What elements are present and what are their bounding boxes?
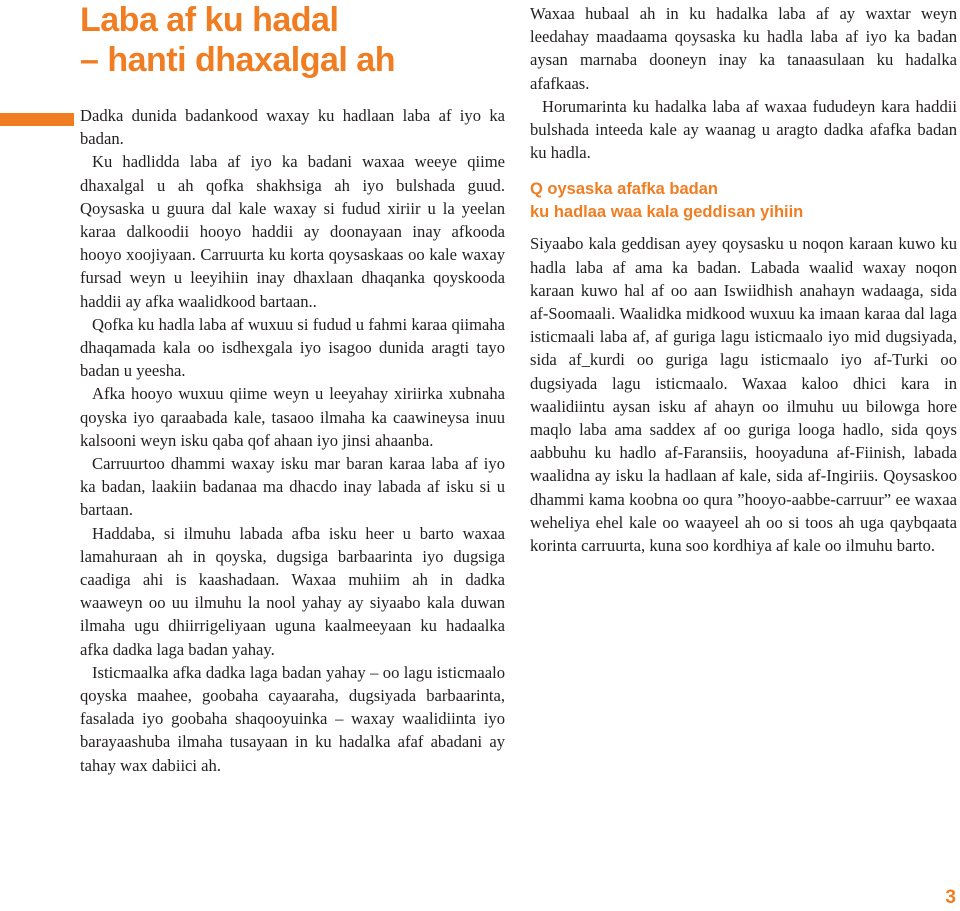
title-line-2: – hanti dhaxalgal ah bbox=[80, 41, 395, 79]
body-paragraph: Isticmaalka afka dadka laga badan yahay – oo lagu isticmaalo qoyska maahee, goobaha cayaaraha, dugsiyada barbaarinta, fasalada iyo goobaha shaqooyuinka – waxay waalidiinta iyo barayaashuba ilmaha tusayaan in ku hadalka afaf abadani ay tahay wax dabiici ah. bbox=[80, 662, 505, 775]
body-paragraph: Horumarinta ku hadalka laba af waxaa fududeyn kara haddii bulshada inteeda kale ay waanag u aragto dadka afafka badan ku hadla. bbox=[530, 96, 957, 163]
page-title bbox=[80, 0, 395, 80]
body-paragraph: Afka hooyo wuxuu qiime weyn u leeyahay xiriirka xubnaha qoyska iyo qaraabada kale, tasaoo ilmaha ka caawineysa inuu kalsooni weyn isku qaba qof ahaan iyo jinsi ahaanba. bbox=[80, 384, 505, 450]
body-paragraph: Dadka dunida badankood waxay ku hadlaan laba af iyo ka badan. bbox=[80, 106, 505, 149]
body-paragraph: Ku hadlidda laba af iyo ka badani waxaa weeye qiime dhaxalgal u ah qofka shakhsiga ah iyo bulshada guud. Qoysaska u guura dal kale waxay si fudud xiriir u la yeelan karaa dalkoodii hooyo haddii ay doonayaan inay afkooda hooyo xoojiyaan. Carruurta ku korta qoysaskaas oo kale waxay fursad weyn u leeyihiin inay dhaxlaan dhaqanka qoyskooda haddii ay afka waalidkood bartaan.. bbox=[80, 152, 505, 311]
left-column bbox=[80, 104, 505, 777]
right-column bbox=[530, 2, 957, 557]
body-paragraph: Haddaba, si ilmuhu labada afba isku heer u barto waxaa lamahuraan ah in qoyska, dugsiga barbaarinta iyo dugsiga caadiga ahi is kaashadaan. Waxaa muhiim ah in dadka waaweyn oo uu ilmuhu la nool yahay ay siyaabo kala duwan ilmaha ugu dhiirrigeliyaan uguna kaalmeeyaan ku hadaalka afka dadka laga badan yahay. bbox=[80, 523, 505, 659]
section-heading bbox=[530, 178, 957, 224]
body-paragraph: Qofka ku hadla laba af wuxuu si fudud u fahmi karaa qiimaha dhaqamada kala oo isdhexgala iyo isagoo dunida aragti tayo badan u yeesha. bbox=[80, 314, 505, 381]
section-heading-line-2: ku hadlaa waa kala geddisan yihiin bbox=[530, 203, 804, 222]
section-heading-line-1: Q oysaska afafka badan bbox=[530, 180, 719, 199]
body-paragraph: Siyaabo kala geddisan ayey qoysasku u noqon karaan kuwo ku hadla laba af ama ka badan. Labada waalid waxay noqon karaan kuwo hal af oo aan Iswiidhish anahayn wadaaga, sida af-Soomaali. Waalidka midkood wuxuu ka imaan karaa dal laga isticmaali laba af, af guriga lagu isticmaalo iyo mid dugsiyada, sida af_kurdi oo guriga lagu isticmaalo iyo af-Turki oo dugsiyada lagu isticmaalo. Waxaa kaloo dhici kara in waalidiintu aysan isku af ahayn oo ilmuhu uu bilowga hore maqlo laba ama saddex af oo guriga looga hadlo, sida qoys aabbuhu ku hadlo af-Faransiis, hooyaduna af-Fiinish, labada waalidna ay isku la hadlaan af kale, sida af-Ingiriis. Qoysaskoo dhammi kama koobna oo qura ”hooyo-aabbe-carruur” ee waxaa weheliya ehel kale oo waayeel ah oo si toos ah uga qaybqaata korinta carruurta, kuna soo kordhiya af kale oo ilmuhu barto. bbox=[530, 234, 957, 556]
body-paragraph: Carruurtoo dhammi waxay isku mar baran karaa laba af iyo ka badan, laakiin badanaa ma dhacdo inay labada af isku si u bartaan. bbox=[80, 454, 505, 520]
accent-bar bbox=[0, 113, 74, 126]
title-line-1: Laba af ku hadal bbox=[80, 1, 339, 39]
page-number: 3 bbox=[945, 887, 956, 908]
body-paragraph: Waxaa hubaal ah in ku hadalka laba af ay waxtar weyn leedahay maadaama qoysaska ku hadla laba af iyo ka badan aysan marnaba dooneyn inay ka tanaasulaan ku hadalka afafkaas. bbox=[530, 4, 957, 93]
